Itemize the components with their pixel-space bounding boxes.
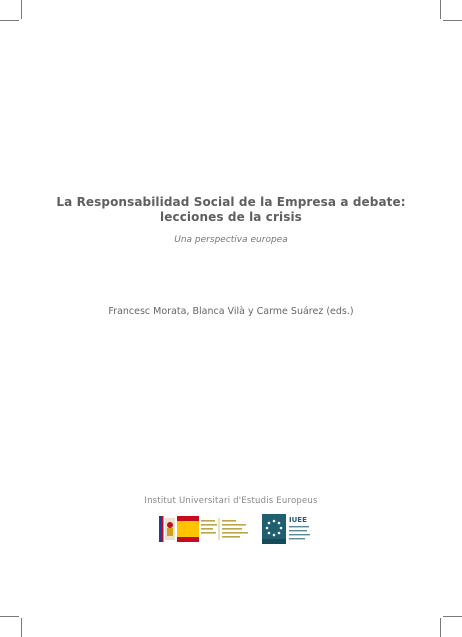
crop-mark bbox=[0, 20, 19, 21]
book-authors: Francesc Morata, Blanca Vilà y Carme Suárez (eds.) bbox=[108, 306, 354, 317]
book-title-line-1: La Responsabilidad Social de la Empresa a debate: bbox=[56, 195, 406, 209]
crop-mark bbox=[21, 618, 22, 637]
eu-flag-strip bbox=[159, 516, 162, 542]
crop-mark bbox=[440, 618, 441, 637]
crop-mark bbox=[440, 0, 441, 19]
iuee-logo bbox=[262, 514, 312, 544]
book-title bbox=[0, 195, 462, 225]
book-title-line-2: lecciones de la crisis bbox=[160, 210, 302, 224]
publisher-institute: Institut Universitari d'Estudis Europeus bbox=[144, 496, 318, 506]
crop-mark bbox=[443, 616, 462, 617]
crop-mark bbox=[443, 20, 462, 21]
crop-mark bbox=[21, 0, 22, 19]
book-subtitle: Una perspectiva europea bbox=[174, 235, 288, 245]
iuee-acronym: IUEE bbox=[289, 516, 307, 524]
crop-mark bbox=[0, 616, 19, 617]
spanish-government-logo bbox=[159, 516, 259, 542]
